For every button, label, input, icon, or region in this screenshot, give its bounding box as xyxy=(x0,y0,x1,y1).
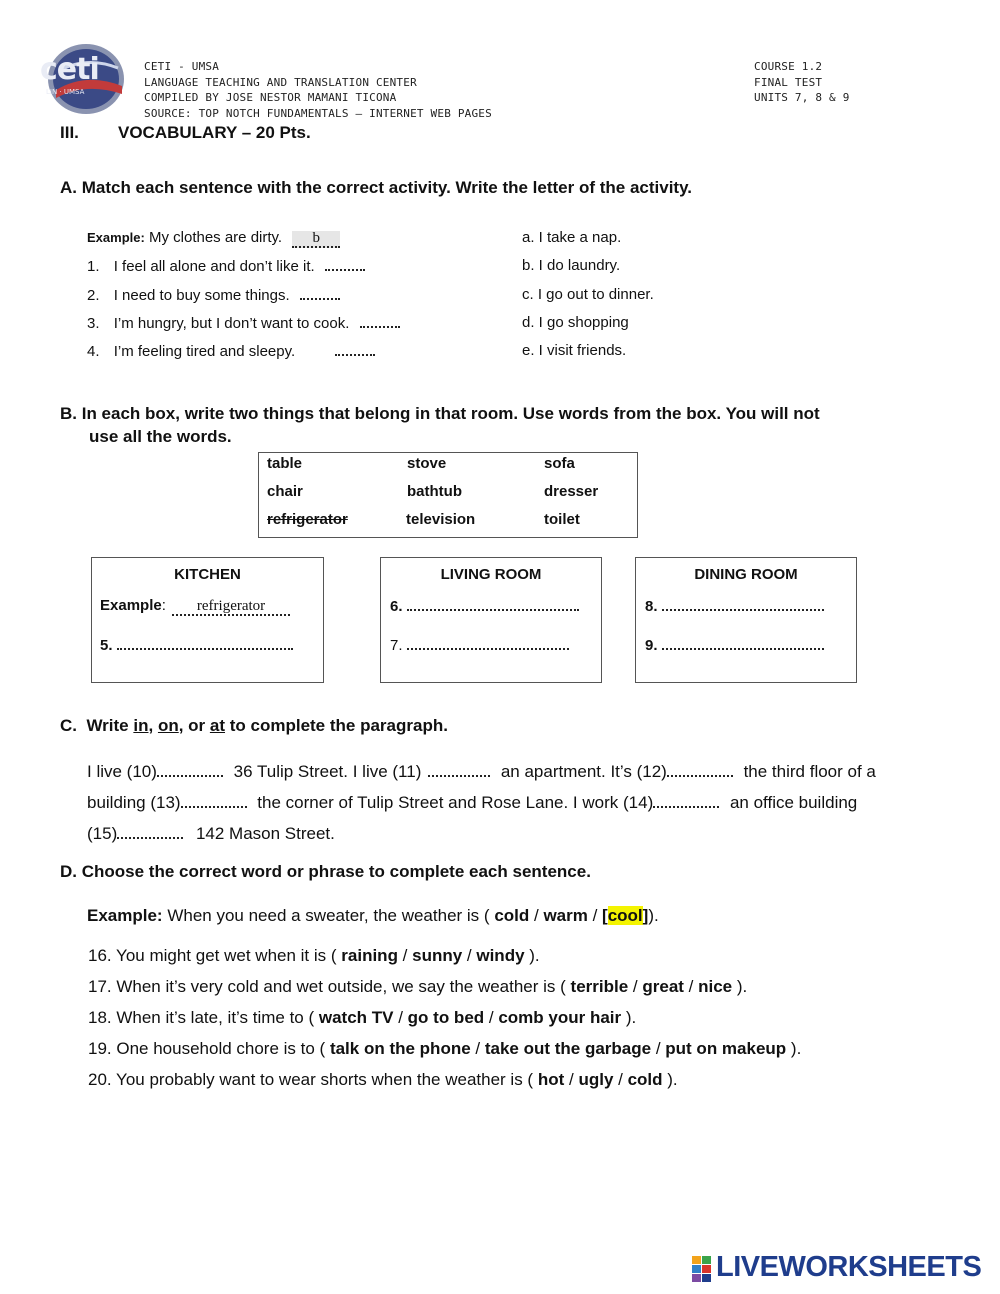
item-text: I need to buy some things. xyxy=(113,287,290,304)
word: stove xyxy=(407,455,447,472)
header-line: FINAL TEST xyxy=(754,75,823,89)
paragraph-text: 142 Mason Street. xyxy=(195,824,335,843)
dining-item-9 xyxy=(645,636,824,654)
word-on: on xyxy=(157,716,179,735)
item-number: 8. xyxy=(645,598,658,615)
selected-option: cool xyxy=(607,906,643,925)
header-line: CETI - UMSA xyxy=(144,60,220,73)
kitchen-item-5 xyxy=(100,636,293,654)
word: bathtub xyxy=(407,483,462,500)
title-text: , xyxy=(148,716,158,735)
option[interactable]: nice xyxy=(698,977,733,996)
activity-a: a. I take a nap. xyxy=(522,229,622,246)
paragraph-text: an apartment. It’s (12) xyxy=(500,762,667,781)
item-number: 4. xyxy=(87,343,100,360)
word: sofa xyxy=(544,455,575,472)
part-b-title-line2: use all the words. xyxy=(89,427,232,446)
option[interactable]: talk on the phone xyxy=(329,1039,471,1058)
answer-blank-7[interactable] xyxy=(407,636,569,650)
bracket: ] xyxy=(642,906,649,925)
dining-room-title: DINING ROOM xyxy=(694,566,798,583)
activity-d: d. I go shopping xyxy=(522,314,629,331)
activity-e: e. I visit friends. xyxy=(522,342,627,359)
paragraph-line-1 xyxy=(87,762,876,782)
question-text: 19. One household chore is to ( xyxy=(88,1039,326,1058)
question-end: ). xyxy=(667,1070,678,1089)
example-label: Example xyxy=(100,597,162,614)
question-end: ). xyxy=(625,1008,637,1027)
option: warm xyxy=(543,906,588,925)
word-in: in xyxy=(133,716,149,735)
example-end: ). xyxy=(648,906,659,925)
kitchen-title: KITCHEN xyxy=(174,566,241,583)
question-text: 20. You probably want to wear shorts when the weather is ( xyxy=(88,1070,534,1089)
option[interactable]: great xyxy=(642,977,684,996)
paragraph-text: building (13) xyxy=(87,793,181,812)
section-number: III. xyxy=(60,123,79,142)
bracket: [ xyxy=(602,906,608,925)
example-answer: b xyxy=(292,231,340,248)
question-16: 16. You might get wet when it is ( raining / sunny / windy ). xyxy=(88,946,540,965)
dining-item-8 xyxy=(645,597,824,615)
option[interactable]: sunny xyxy=(412,946,463,965)
part-d-example: Example: When you need a sweater, the weather is ( cold / warm / [cool]). xyxy=(87,906,659,925)
word: table xyxy=(267,455,303,472)
question-text: 18. When it’s late, it’s time to ( xyxy=(88,1008,315,1027)
item-text: I feel all alone and don’t like it. xyxy=(113,258,315,275)
living-room-box xyxy=(380,557,602,683)
item-number: 5. xyxy=(100,637,113,654)
item-text: I’m feeling tired and sleepy. xyxy=(113,343,296,360)
answer-blank-8[interactable] xyxy=(662,597,824,611)
kitchen-example: Example: refrigerator xyxy=(100,597,290,616)
dining-room-box xyxy=(635,557,857,683)
living-item-6 xyxy=(390,597,579,615)
answer-blank-1[interactable] xyxy=(325,257,365,271)
header-left xyxy=(144,59,492,121)
liveworksheets-icon xyxy=(692,1256,712,1282)
logo-subtext: LIN · UMSA xyxy=(46,88,85,96)
kitchen-box xyxy=(91,557,324,683)
paragraph-text: 36 Tulip Street. I live (11) xyxy=(233,762,422,781)
section-title: VOCABULARY – 20 Pts. xyxy=(118,123,311,142)
option[interactable]: go to bed xyxy=(407,1008,485,1027)
header-line: SOURCE: TOP NOTCH FUNDAMENTALS – INTERNET WEB PAGES xyxy=(144,106,492,120)
item-number: 9. xyxy=(645,637,658,654)
paragraph-text: (15) xyxy=(87,824,118,843)
item-text: I’m hungry, but I don’t want to cook. xyxy=(113,315,350,332)
answer-blank-13[interactable] xyxy=(181,794,247,808)
question-text: 17. When it’s very cold and wet outside, we say the weather is ( xyxy=(88,977,566,996)
paragraph-text: an office building xyxy=(729,793,858,812)
item-2 xyxy=(87,286,340,304)
answer-blank-6[interactable] xyxy=(407,597,579,611)
question-18: 18. When it’s late, it’s time to ( watch TV / go to bed / comb your hair ). xyxy=(88,1008,637,1027)
activity-c: c. I go out to dinner. xyxy=(522,286,654,303)
header-line: UNITS 7, 8 & 9 xyxy=(754,91,850,104)
paragraph-line-2 xyxy=(87,793,857,813)
item-number: 6. xyxy=(390,598,403,615)
word: dresser xyxy=(544,483,599,500)
kitchen-example-answer: refrigerator xyxy=(172,599,290,616)
answer-blank-2[interactable] xyxy=(300,286,340,300)
item-3 xyxy=(87,314,400,332)
item-number: 7. xyxy=(390,637,403,654)
ceti-logo xyxy=(38,42,126,116)
living-room-title: LIVING ROOM xyxy=(440,566,542,583)
option[interactable]: terrible xyxy=(570,977,629,996)
answer-blank-5[interactable] xyxy=(117,636,293,650)
item-4 xyxy=(87,342,375,360)
example-text: When you need a sweater, the weather is ( xyxy=(167,906,490,925)
option[interactable]: raining xyxy=(341,946,398,965)
option[interactable]: windy xyxy=(476,946,525,965)
option[interactable]: comb your hair xyxy=(498,1008,622,1027)
option: cold xyxy=(494,906,530,925)
part-a-title: A. Match each sentence with the correct activity. Write the letter of the activity. xyxy=(60,178,693,197)
living-item-7 xyxy=(390,636,569,654)
answer-blank-11[interactable] xyxy=(428,763,490,777)
header-right xyxy=(754,59,850,106)
header-line: COURSE 1.2 xyxy=(754,60,823,73)
part-d-title: D. Choose the correct word or phrase to complete each sentence. xyxy=(60,862,591,881)
answer-blank-15[interactable] xyxy=(117,825,183,839)
item-1 xyxy=(87,257,365,275)
word: chair xyxy=(267,483,303,500)
item-number: 1. xyxy=(87,258,100,275)
liveworksheets-brand[interactable]: LIVEWORKSHEETS xyxy=(716,1251,982,1283)
answer-blank-3[interactable] xyxy=(360,314,400,328)
paragraph-text: I live (10) xyxy=(87,762,157,781)
paragraph-text: the corner of Tulip Street and Rose Lane. I work (14) xyxy=(257,793,654,812)
header-line: COMPILED BY JOSE NESTOR MAMANI TICONA xyxy=(144,91,397,104)
item-number: 2. xyxy=(87,287,100,304)
header-line: LANGUAGE TEACHING AND TRANSLATION CENTER xyxy=(144,75,417,89)
word-at: at xyxy=(209,716,226,735)
part-c-title xyxy=(60,716,448,736)
example-label: Example: xyxy=(87,906,163,925)
answer-blank-12[interactable] xyxy=(667,763,733,777)
option[interactable]: take out the garbage xyxy=(484,1039,652,1058)
activity-b: b. I do laundry. xyxy=(522,257,621,274)
question-20: 20. You probably want to wear shorts when the weather is ( hot / ugly / cold ). xyxy=(88,1070,678,1089)
example-label: Example: xyxy=(87,230,145,245)
option[interactable]: cold xyxy=(627,1070,663,1089)
logo-text: ceti xyxy=(40,52,99,87)
title-text: C. Write xyxy=(60,716,134,735)
question-19: 19. One household chore is to ( talk on the phone / take out the garbage / put on makeup ). xyxy=(88,1039,802,1058)
word-box xyxy=(258,452,638,538)
question-end: ). xyxy=(790,1039,802,1058)
example-row xyxy=(87,229,340,248)
part-b-title-line1: B. In each box, write two things that belong in that room. Use words from the box. You will not xyxy=(60,404,820,423)
option[interactable]: watch TV xyxy=(318,1008,394,1027)
paragraph-line-3 xyxy=(87,824,335,844)
question-end: ). xyxy=(736,977,748,996)
question-text: 16. You might get wet when it is ( xyxy=(88,946,337,965)
paragraph-text: the third floor of a xyxy=(743,762,876,781)
item-number: 3. xyxy=(87,315,100,332)
title-text: , or xyxy=(178,716,210,735)
answer-blank-10[interactable] xyxy=(157,763,223,777)
word: toilet xyxy=(544,511,580,528)
option[interactable]: hot xyxy=(537,1070,565,1089)
title-text: to complete the paragraph. xyxy=(225,716,448,735)
word: television xyxy=(406,511,476,528)
answer-blank-9[interactable] xyxy=(662,636,824,650)
example-text: My clothes are dirty. xyxy=(148,229,283,246)
word-crossed: refrigerator xyxy=(267,511,348,528)
answer-blank-4[interactable] xyxy=(335,342,375,356)
option[interactable]: ugly xyxy=(578,1070,614,1089)
question-17: 17. When it’s very cold and wet outside, we say the weather is ( terrible / great / nice ). xyxy=(88,977,748,996)
answer-blank-14[interactable] xyxy=(653,794,719,808)
question-end: ). xyxy=(529,946,540,965)
option[interactable]: put on makeup xyxy=(665,1039,787,1058)
